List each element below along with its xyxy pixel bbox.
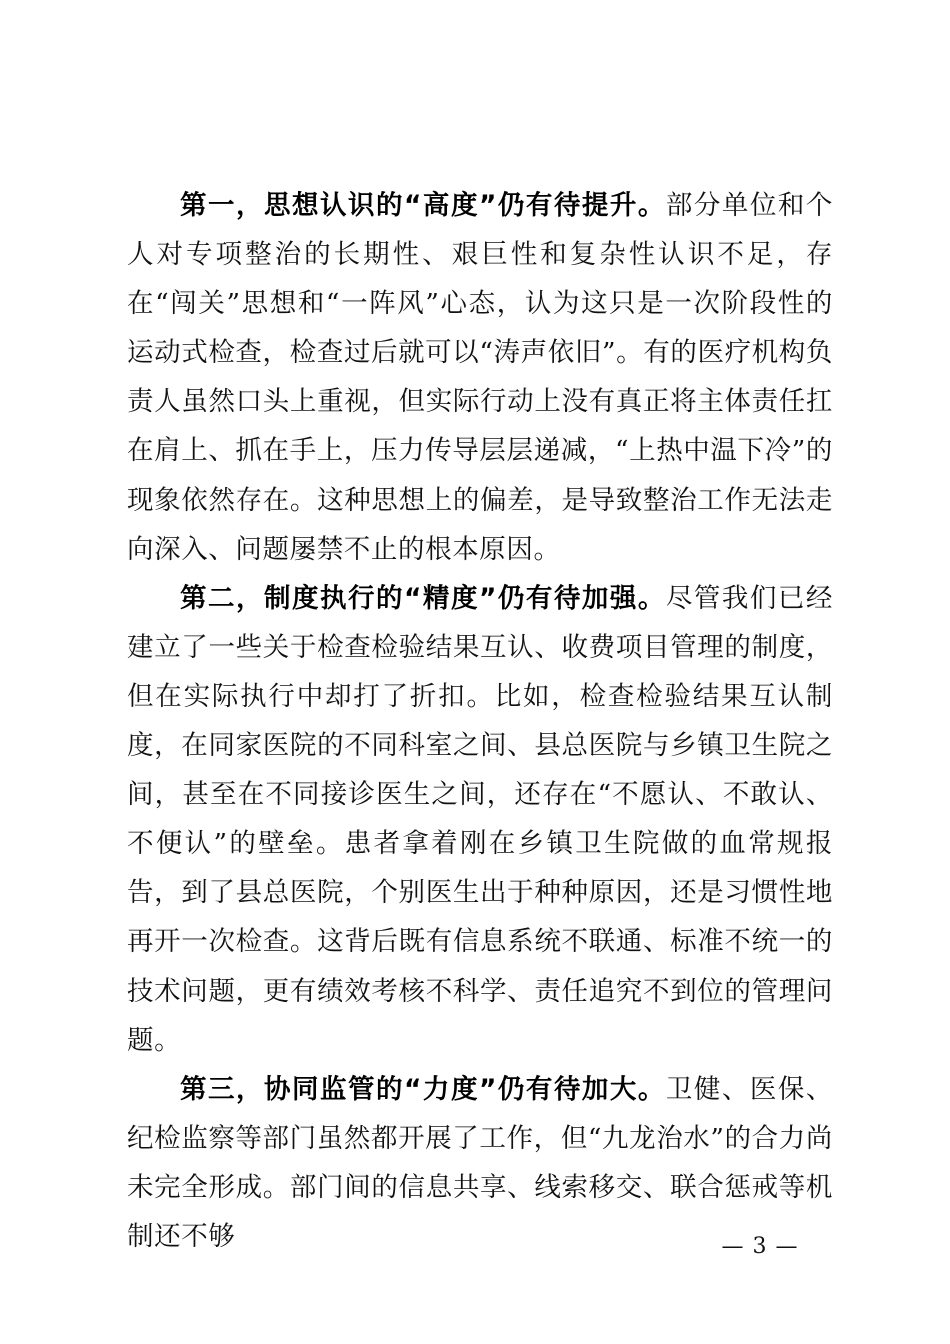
paragraph-3-text: 卫健、医保、纪检监察等部门虽然都开展了工作，但“九龙治水”的合力尚未完全形成。部门间的信息共享、线索移交、联合惩戒等机制还不够: [127, 1073, 833, 1252]
paragraph-3: [127, 1065, 833, 1261]
paragraph-1: [127, 181, 833, 574]
paragraph-2: [127, 574, 833, 1065]
paragraph-3-heading: 第三，协同监管的“力度”仍有待加大。: [180, 1073, 666, 1105]
paragraph-2-text: 尽管我们已经建立了一些关于检查检验结果互认、收费项目管理的制度，但在实际执行中却打了折扣。比如，检查检验结果互认制度，在同家医院的不同科室之间、县总医院与乡镇卫生院之间，甚至在不同接诊医生之间，还存在“不愿认、不敢认、不便认”的壁垒。患者拿着刚在乡镇卫生院做的血常规报告，到了县总医院，个别医生出于种种原因，还是习惯性地再开一次检查。这背后既有信息系统不联通、标准不统一的技术问题，更有绩效考核不科学、责任追究不到位的管理问题。: [127, 582, 833, 1056]
paragraph-2-heading: 第二，制度执行的“精度”仍有待加强。: [180, 582, 666, 614]
document-body: [127, 181, 833, 1261]
paragraph-1-text: 部分单位和个人对专项整治的长期性、艰巨性和复杂性认识不足，存在“闯关”思想和“一阵风”心态，认为这只是一次阶段性的运动式检查，检查过后就可以“涛声依旧”。有的医疗机构负责人虽然口头上重视，但实际行动上没有真正将主体责任扛在肩上、抓在手上，压力传导层层递减，“上热中温下冷”的现象依然存在。这种思想上的偏差，是导致整治工作无法走向深入、问题屡禁不止的根本原因。: [127, 190, 833, 565]
paragraph-1-heading: 第一，思想认识的“高度”仍有待提升。: [180, 190, 666, 221]
page-number: — 3 —: [721, 1234, 799, 1259]
